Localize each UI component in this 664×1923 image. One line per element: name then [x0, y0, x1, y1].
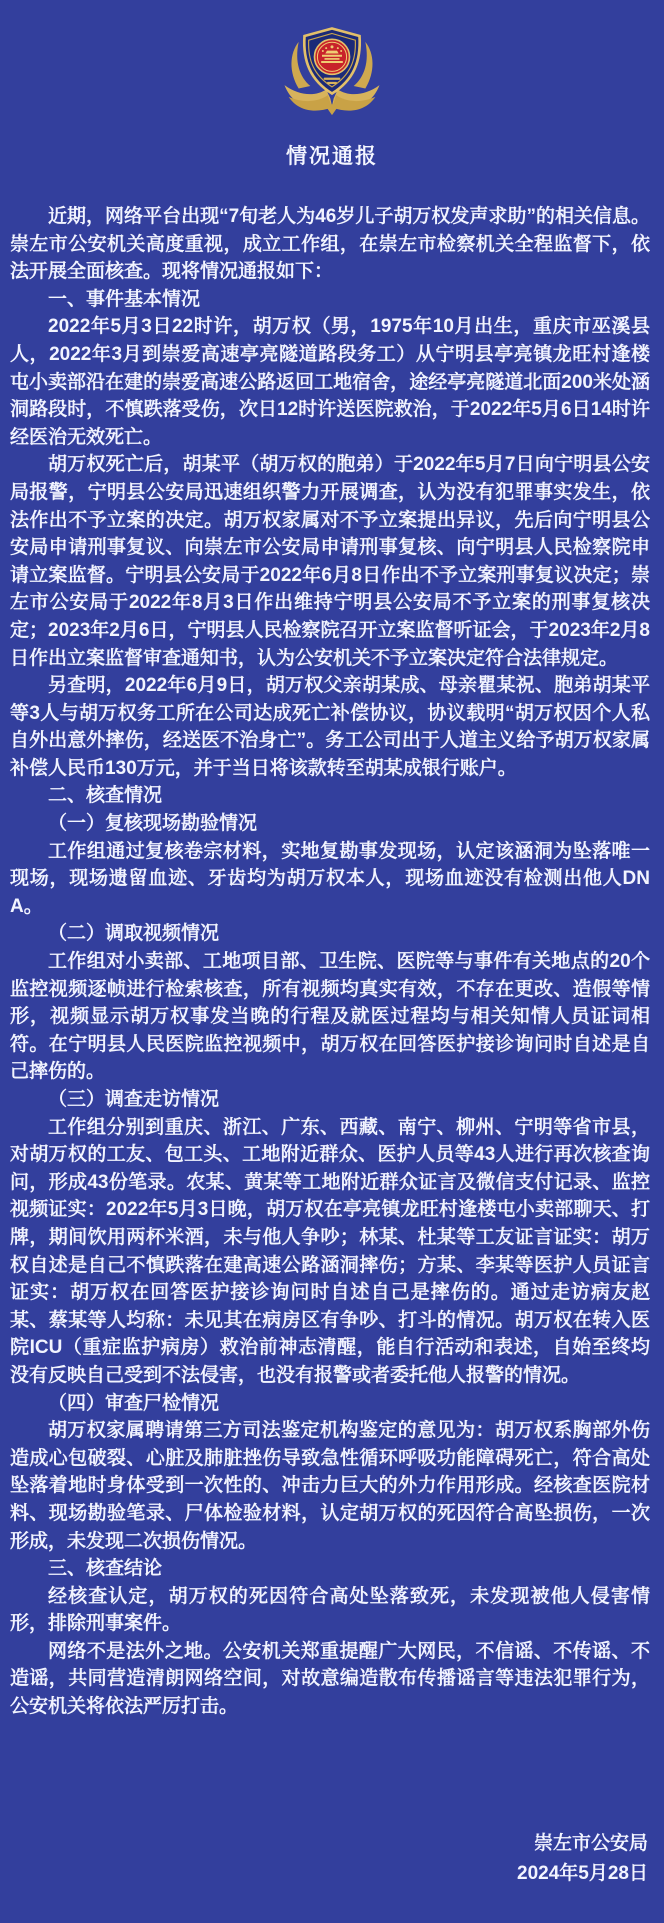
notice-paragraph: 2022年5月3日22时许，胡万权（男，1975年10月出生，重庆市巫溪县人，2022年3月到崇爱高速亭亮隧道路段务工）从宁明县亭亮镇龙旺村逢楼屯小卖部沿在建的崇爱高速公路返回工地宿舍，途经亭亮隧道北面200米处涵洞路段时，不慎跌落受伤，次日12时许送医院救治，于2022年5月6日14时许经医治无效死亡。	[10, 316, 650, 448]
signature-date: 2024年5月28日	[517, 1862, 648, 1884]
notice-paragraph: 另查明，2022年6月9日，胡万权父亲胡某成、母亲瞿某祝、胞弟胡某平等3人与胡万权务工所在公司达成死亡补偿协议，协议载明“胡万权因个人私自外出意外摔伤，经送医不治身亡”。务工公司出于人道主义给予胡万权家属补偿人民币130万元，并于当日将该款转至胡某成银行账户。	[10, 675, 650, 779]
section-heading: 二、核查情况	[48, 785, 163, 807]
signature-block	[0, 1829, 664, 1889]
police-badge-icon	[0, 0, 664, 118]
section-heading: （四）审查尸检情况	[48, 1392, 220, 1414]
notice-paragraph: 工作组对小卖部、工地项目部、卫生院、医院等与事件有关地点的20个监控视频逐帧进行检索核查，所有视频均真实有效，不存在更改、造假等情形，视频显示胡万权事发当晚的行程及就医过程均与相关知情人员证词相符。在宁明县人民医院监控视频中，胡万权在回答医护接诊询问时自述是自己摔伤的。	[10, 951, 650, 1083]
notice-paragraph: 胡万权家属聘请第三方司法鉴定机构鉴定的意见为：胡万权系胸部外伤造成心包破裂、心脏及肺脏挫伤导致急性循环呼吸功能障碍死亡，符合高处坠落着地时身体受到一次性的、冲击力巨大的外力作用形成。经核查医院材料、现场勘验笔录、尸体检验材料，认定胡万权的死因符合高坠损伤，一次形成，未发现二次损伤情况。	[10, 1420, 650, 1552]
section-heading: 三、核查结论	[48, 1558, 163, 1580]
section-heading: （三）调查走访情况	[48, 1089, 220, 1110]
signature-agency: 崇左市公安局	[533, 1832, 648, 1854]
notice-paragraph: 工作组分别到重庆、浙江、广东、西藏、南宁、柳州、宁明等省市县，对胡万权的工友、包工头、工地附近群众、医护人员等43人进行再次核查询问，形成43份笔录。农某、黄某等工地附近群众证言及微信支付记录、监控视频证实：2022年5月3日晚，胡万权在亭亮镇龙旺村逢楼屯小卖部聊天、打牌，期间饮用两杯米酒，未与他人争吵；林某、杜某等工友证言证实：胡万权自述是自己不慎跌落在建高速公路涵洞摔伤；方某、李某等医护人员证言证实：胡万权在回答医护接诊询问时自述自己是摔伤的。通过走访病友赵某、蔡某等人均称：未见其在病房区有争吵、打斗的情况。胡万权在转入医院ICU（重症监护病房）救治前神志清醒，能自行活动和表述，自始至终均没有反映自己受到不法侵害，也没有报警或者委托他人报警的情况。	[10, 1116, 650, 1386]
section-heading: 一、事件基本情况	[48, 288, 201, 310]
notice-paragraph: 工作组通过复核卷宗材料，实地复勘事发现场，认定该涵洞为坠落唯一现场，现场遗留血迹、牙齿均为胡万权本人，现场血迹没有检测出他人DNA。	[10, 840, 650, 917]
page-title: 情况通报	[286, 145, 378, 168]
notice-paragraph: 胡万权死亡后，胡某平（胡万权的胞弟）于2022年5月7日向宁明县公安局报警，宁明县公安局迅速组织警力开展调查，认为没有犯罪事实发生，依法作出不予立案的决定。胡万权家属对不予立案提出异议，先后向宁明县公安局申请刑事复议、向崇左市公安局申请刑事复核、向宁明县人民检察院申请立案监督。宁明县公安局于2022年6月8日作出不予立案刑事复议决定；崇左市公安局于2022年8月3日作出维持宁明县公安局不予立案的刑事复核决定；2023年2月6日，宁明县人民检察院召开立案监督听证会，于2023年2月8日作出立案监督审查通知书，认为公安机关不予立案决定符合法律规定。	[10, 454, 650, 669]
section-heading: （二）调取视频情况	[48, 923, 220, 945]
notice-paragraph: 近期，网络平台出现“7旬老人为46岁儿子胡万权发声求助”的相关信息。崇左市公安机关高度重视，成立工作组，在崇左市检察机关全程监督下，依法开展全面核查。现将情况通报如下：	[10, 206, 650, 283]
notice-body	[0, 203, 664, 1721]
section-heading: （一）复核现场勘验情况	[48, 813, 258, 835]
notice-paragraph: 经核查认定，胡万权的死因符合高处坠落致死，未发现被他人侵害情形，排除刑事案件。	[10, 1585, 650, 1635]
notice-paragraph: 网络不是法外之地。公安机关郑重提醒广大网民，不信谣、不传谣、不造谣，共同营造清朗网络空间，对故意编造散布传播谣言等违法犯罪行为，公安机关将依法严厉打击。	[10, 1640, 650, 1718]
